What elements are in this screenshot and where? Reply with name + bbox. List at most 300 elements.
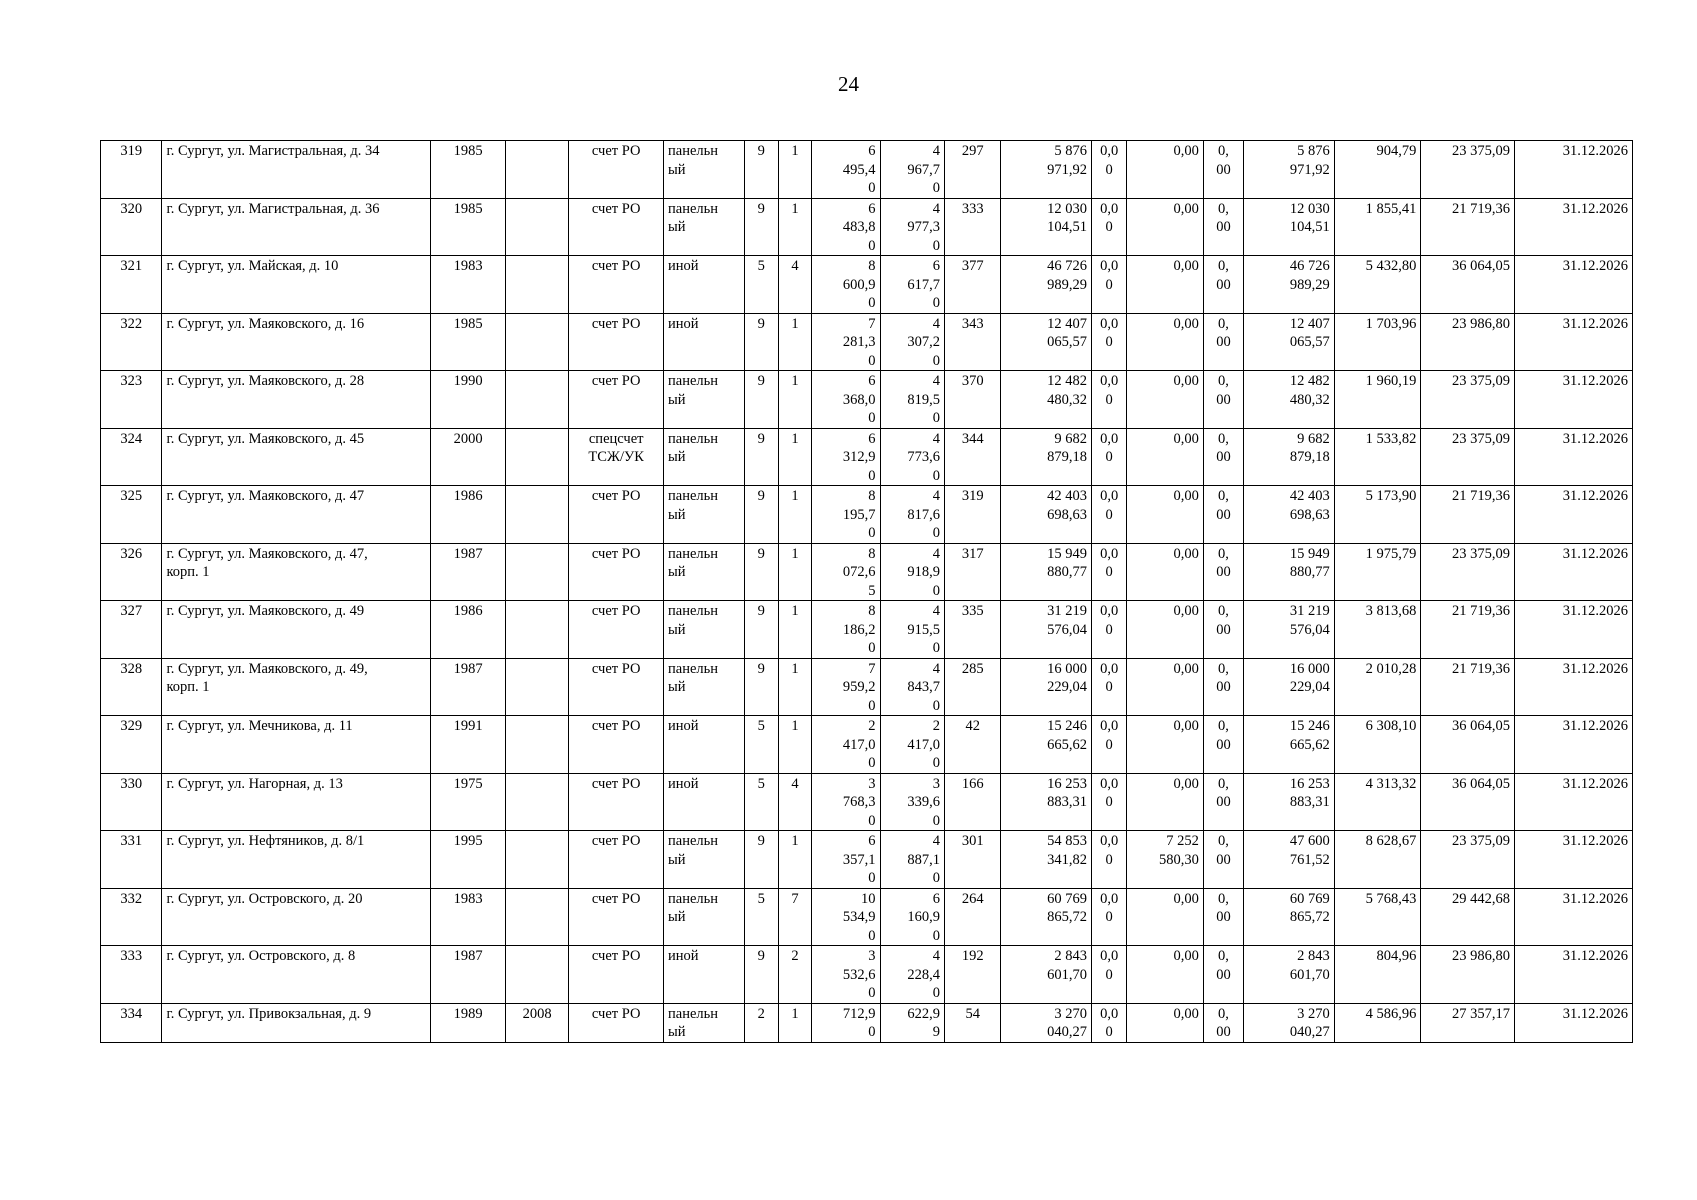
cell-cost-owners: 42 403 698,63	[1244, 486, 1335, 544]
cell-build-year: 1987	[431, 543, 506, 601]
cell-reconstruction-year	[505, 543, 568, 601]
cell-entrances: 1	[778, 313, 811, 371]
cell-floors: 9	[744, 141, 778, 199]
cell-total-cost: 2 843 601,70	[1001, 946, 1092, 1004]
cell-floors: 9	[744, 313, 778, 371]
cell-address: г. Сургут, ул. Нагорная, д. 13	[162, 773, 431, 831]
cell-build-year: 1991	[431, 716, 506, 774]
cell-cost-regional: 0,00	[1127, 141, 1204, 199]
cell-floors: 9	[744, 543, 778, 601]
cell-residential-area: 4 773,6 0	[880, 428, 944, 486]
cell-row-number: 329	[101, 716, 162, 774]
cell-row-number: 322	[101, 313, 162, 371]
cell-cost-regional: 0,00	[1127, 658, 1204, 716]
cell-residents-count: 285	[945, 658, 1001, 716]
cell-reconstruction-year: 2008	[505, 1003, 568, 1042]
cell-address: г. Сургут, ул. Островского, д. 8	[162, 946, 431, 1004]
cell-floors: 9	[744, 198, 778, 256]
cell-cost-municipal: 0, 00	[1203, 428, 1243, 486]
cell-address: г. Сургут, ул. Островского, д. 20	[162, 888, 431, 946]
cell-cost-regional: 0,00	[1127, 198, 1204, 256]
cell-total-cost: 5 876 971,92	[1001, 141, 1092, 199]
cell-build-year: 1985	[431, 198, 506, 256]
table-row	[101, 313, 1633, 371]
cell-residents-count: 264	[945, 888, 1001, 946]
cell-fund-account: счет РО	[569, 1003, 664, 1042]
cell-fund-account: счет РО	[569, 716, 664, 774]
cell-reconstruction-year	[505, 428, 568, 486]
cell-cost-federal: 0,0 0	[1092, 198, 1127, 256]
cell-row-number: 321	[101, 256, 162, 314]
cell-residents-count: 343	[945, 313, 1001, 371]
page-number: 24	[838, 72, 859, 96]
cell-build-year: 2000	[431, 428, 506, 486]
cell-specific-cost: 3 813,68	[1334, 601, 1421, 659]
cell-specific-cost: 8 628,67	[1334, 831, 1421, 889]
table-row	[101, 141, 1633, 199]
cell-entrances: 1	[778, 198, 811, 256]
cell-entrances: 1	[778, 658, 811, 716]
cell-fund-account: счет РО	[569, 773, 664, 831]
cell-total-area: 712,9 0	[812, 1003, 880, 1042]
cell-build-year: 1987	[431, 946, 506, 1004]
cell-total-cost: 54 853 341,82	[1001, 831, 1092, 889]
cell-address: г. Сургут, ул. Маяковского, д. 49, корп. 1	[162, 658, 431, 716]
cell-fund-account: счет РО	[569, 198, 664, 256]
cell-cost-municipal: 0, 00	[1203, 716, 1243, 774]
cell-row-number: 319	[101, 141, 162, 199]
cell-cost-municipal: 0, 00	[1203, 888, 1243, 946]
cell-entrances: 1	[778, 601, 811, 659]
cell-residential-area: 4 915,5 0	[880, 601, 944, 659]
housing-registry-table	[100, 140, 1633, 1043]
cell-build-year: 1990	[431, 371, 506, 429]
cell-total-area: 6 312,9 0	[812, 428, 880, 486]
cell-row-number: 328	[101, 658, 162, 716]
cell-build-year: 1995	[431, 831, 506, 889]
table-row	[101, 371, 1633, 429]
cell-residential-area: 2 417,0 0	[880, 716, 944, 774]
cell-floors: 9	[744, 658, 778, 716]
cell-planned-date: 31.12.2026	[1515, 256, 1633, 314]
cell-address: г. Сургут, ул. Маяковского, д. 47	[162, 486, 431, 544]
cell-max-cost: 36 064,05	[1421, 716, 1515, 774]
cell-max-cost: 23 375,09	[1421, 428, 1515, 486]
cell-planned-date: 31.12.2026	[1515, 543, 1633, 601]
cell-build-year: 1986	[431, 486, 506, 544]
cell-cost-municipal: 0, 00	[1203, 658, 1243, 716]
cell-max-cost: 23 986,80	[1421, 313, 1515, 371]
cell-cost-owners: 47 600 761,52	[1244, 831, 1335, 889]
cell-residents-count: 54	[945, 1003, 1001, 1042]
cell-cost-federal: 0,0 0	[1092, 141, 1127, 199]
cell-specific-cost: 904,79	[1334, 141, 1421, 199]
cell-cost-owners: 5 876 971,92	[1244, 141, 1335, 199]
cell-floors: 9	[744, 428, 778, 486]
cell-cost-owners: 46 726 989,29	[1244, 256, 1335, 314]
cell-cost-municipal: 0, 00	[1203, 198, 1243, 256]
cell-floors: 9	[744, 831, 778, 889]
cell-planned-date: 31.12.2026	[1515, 371, 1633, 429]
cell-cost-regional: 0,00	[1127, 888, 1204, 946]
cell-total-cost: 15 949 880,77	[1001, 543, 1092, 601]
cell-specific-cost: 1 703,96	[1334, 313, 1421, 371]
cell-fund-account: счет РО	[569, 946, 664, 1004]
cell-cost-municipal: 0, 00	[1203, 946, 1243, 1004]
cell-cost-regional: 0,00	[1127, 1003, 1204, 1042]
cell-cost-municipal: 0, 00	[1203, 543, 1243, 601]
cell-cost-federal: 0,0 0	[1092, 946, 1127, 1004]
cell-total-cost: 60 769 865,72	[1001, 888, 1092, 946]
cell-build-year: 1983	[431, 256, 506, 314]
cell-cost-owners: 15 246 665,62	[1244, 716, 1335, 774]
cell-total-area: 10 534,9 0	[812, 888, 880, 946]
cell-row-number: 332	[101, 888, 162, 946]
cell-cost-municipal: 0, 00	[1203, 486, 1243, 544]
cell-residents-count: 344	[945, 428, 1001, 486]
cell-floors: 5	[744, 773, 778, 831]
cell-fund-account: счет РО	[569, 371, 664, 429]
cell-cost-federal: 0,0 0	[1092, 658, 1127, 716]
cell-residents-count: 42	[945, 716, 1001, 774]
cell-planned-date: 31.12.2026	[1515, 313, 1633, 371]
cell-reconstruction-year	[505, 658, 568, 716]
cell-wall-material: иной	[664, 946, 745, 1004]
cell-residential-area: 6 617,7 0	[880, 256, 944, 314]
cell-specific-cost: 5 768,43	[1334, 888, 1421, 946]
cell-residential-area: 4 843,7 0	[880, 658, 944, 716]
cell-wall-material: панельн ый	[664, 198, 745, 256]
cell-address: г. Сургут, ул. Магистральная, д. 36	[162, 198, 431, 256]
cell-total-cost: 12 407 065,57	[1001, 313, 1092, 371]
cell-specific-cost: 4 586,96	[1334, 1003, 1421, 1042]
cell-max-cost: 36 064,05	[1421, 256, 1515, 314]
cell-wall-material: панельн ый	[664, 658, 745, 716]
cell-wall-material: панельн ый	[664, 428, 745, 486]
cell-specific-cost: 804,96	[1334, 946, 1421, 1004]
cell-max-cost: 27 357,17	[1421, 1003, 1515, 1042]
cell-cost-federal: 0,0 0	[1092, 543, 1127, 601]
cell-fund-account: счет РО	[569, 888, 664, 946]
cell-entrances: 4	[778, 256, 811, 314]
cell-residents-count: 192	[945, 946, 1001, 1004]
table-row	[101, 543, 1633, 601]
cell-planned-date: 31.12.2026	[1515, 198, 1633, 256]
cell-specific-cost: 1 975,79	[1334, 543, 1421, 601]
cell-cost-regional: 0,00	[1127, 601, 1204, 659]
cell-address: г. Сургут, ул. Маяковского, д. 45	[162, 428, 431, 486]
cell-wall-material: иной	[664, 773, 745, 831]
cell-specific-cost: 4 313,32	[1334, 773, 1421, 831]
cell-row-number: 331	[101, 831, 162, 889]
cell-fund-account: счет РО	[569, 658, 664, 716]
cell-total-area: 8 186,2 0	[812, 601, 880, 659]
cell-fund-account: счет РО	[569, 543, 664, 601]
cell-build-year: 1985	[431, 141, 506, 199]
cell-total-area: 3 532,6 0	[812, 946, 880, 1004]
cell-max-cost: 23 375,09	[1421, 371, 1515, 429]
cell-build-year: 1975	[431, 773, 506, 831]
cell-floors: 2	[744, 1003, 778, 1042]
cell-cost-regional: 0,00	[1127, 256, 1204, 314]
cell-address: г. Сургут, ул. Маяковского, д. 28	[162, 371, 431, 429]
cell-reconstruction-year	[505, 141, 568, 199]
cell-reconstruction-year	[505, 313, 568, 371]
cell-reconstruction-year	[505, 371, 568, 429]
cell-build-year: 1989	[431, 1003, 506, 1042]
cell-build-year: 1986	[431, 601, 506, 659]
cell-planned-date: 31.12.2026	[1515, 601, 1633, 659]
cell-planned-date: 31.12.2026	[1515, 486, 1633, 544]
cell-max-cost: 23 375,09	[1421, 831, 1515, 889]
cell-total-area: 8 072,6 5	[812, 543, 880, 601]
cell-total-cost: 46 726 989,29	[1001, 256, 1092, 314]
cell-cost-owners: 31 219 576,04	[1244, 601, 1335, 659]
table-row	[101, 658, 1633, 716]
cell-reconstruction-year	[505, 888, 568, 946]
cell-reconstruction-year	[505, 601, 568, 659]
cell-row-number: 324	[101, 428, 162, 486]
cell-total-area: 7 281,3 0	[812, 313, 880, 371]
cell-wall-material: панельн ый	[664, 1003, 745, 1042]
cell-max-cost: 21 719,36	[1421, 658, 1515, 716]
cell-residents-count: 370	[945, 371, 1001, 429]
cell-cost-federal: 0,0 0	[1092, 428, 1127, 486]
cell-cost-owners: 3 270 040,27	[1244, 1003, 1335, 1042]
cell-planned-date: 31.12.2026	[1515, 831, 1633, 889]
cell-total-area: 8 195,7 0	[812, 486, 880, 544]
cell-cost-municipal: 0, 00	[1203, 1003, 1243, 1042]
cell-cost-regional: 0,00	[1127, 946, 1204, 1004]
cell-entrances: 1	[778, 486, 811, 544]
cell-cost-municipal: 0, 00	[1203, 256, 1243, 314]
cell-max-cost: 23 375,09	[1421, 141, 1515, 199]
cell-residential-area: 4 817,6 0	[880, 486, 944, 544]
cell-max-cost: 36 064,05	[1421, 773, 1515, 831]
cell-wall-material: иной	[664, 313, 745, 371]
cell-cost-municipal: 0, 00	[1203, 773, 1243, 831]
cell-entrances: 1	[778, 543, 811, 601]
cell-address: г. Сургут, ул. Привокзальная, д. 9	[162, 1003, 431, 1042]
cell-total-area: 6 368,0 0	[812, 371, 880, 429]
cell-cost-owners: 12 030 104,51	[1244, 198, 1335, 256]
cell-cost-federal: 0,0 0	[1092, 601, 1127, 659]
cell-max-cost: 29 442,68	[1421, 888, 1515, 946]
cell-floors: 5	[744, 716, 778, 774]
cell-specific-cost: 5 173,90	[1334, 486, 1421, 544]
cell-cost-owners: 16 000 229,04	[1244, 658, 1335, 716]
cell-specific-cost: 1 960,19	[1334, 371, 1421, 429]
cell-planned-date: 31.12.2026	[1515, 141, 1633, 199]
cell-residents-count: 335	[945, 601, 1001, 659]
cell-residents-count: 377	[945, 256, 1001, 314]
cell-residential-area: 6 160,9 0	[880, 888, 944, 946]
cell-floors: 9	[744, 486, 778, 544]
cell-residents-count: 317	[945, 543, 1001, 601]
cell-residents-count: 301	[945, 831, 1001, 889]
cell-total-cost: 42 403 698,63	[1001, 486, 1092, 544]
cell-entrances: 1	[778, 716, 811, 774]
cell-address: г. Сургут, ул. Маяковского, д. 47, корп. 1	[162, 543, 431, 601]
cell-residential-area: 4 977,3 0	[880, 198, 944, 256]
cell-row-number: 325	[101, 486, 162, 544]
cell-entrances: 2	[778, 946, 811, 1004]
cell-reconstruction-year	[505, 256, 568, 314]
cell-cost-owners: 12 482 480,32	[1244, 371, 1335, 429]
table-row	[101, 198, 1633, 256]
cell-cost-regional: 0,00	[1127, 313, 1204, 371]
cell-wall-material: панельн ый	[664, 141, 745, 199]
cell-cost-federal: 0,0 0	[1092, 716, 1127, 774]
cell-cost-federal: 0,0 0	[1092, 486, 1127, 544]
table-row	[101, 1003, 1633, 1042]
cell-entrances: 1	[778, 1003, 811, 1042]
cell-address: г. Сургут, ул. Маяковского, д. 16	[162, 313, 431, 371]
table-row	[101, 428, 1633, 486]
cell-reconstruction-year	[505, 946, 568, 1004]
cell-row-number: 333	[101, 946, 162, 1004]
cell-entrances: 7	[778, 888, 811, 946]
cell-floors: 5	[744, 256, 778, 314]
cell-residential-area: 3 339,6 0	[880, 773, 944, 831]
table-row	[101, 486, 1633, 544]
cell-entrances: 1	[778, 371, 811, 429]
cell-cost-owners: 2 843 601,70	[1244, 946, 1335, 1004]
table-row	[101, 773, 1633, 831]
cell-cost-regional: 0,00	[1127, 486, 1204, 544]
cell-total-area: 3 768,3 0	[812, 773, 880, 831]
cell-cost-owners: 60 769 865,72	[1244, 888, 1335, 946]
cell-specific-cost: 1 533,82	[1334, 428, 1421, 486]
cell-wall-material: панельн ый	[664, 888, 745, 946]
cell-address: г. Сургут, ул. Майская, д. 10	[162, 256, 431, 314]
cell-row-number: 330	[101, 773, 162, 831]
cell-specific-cost: 6 308,10	[1334, 716, 1421, 774]
cell-wall-material: панельн ый	[664, 601, 745, 659]
cell-total-area: 6 357,1 0	[812, 831, 880, 889]
cell-cost-owners: 15 949 880,77	[1244, 543, 1335, 601]
cell-cost-regional: 0,00	[1127, 716, 1204, 774]
table-row	[101, 256, 1633, 314]
cell-cost-federal: 0,0 0	[1092, 1003, 1127, 1042]
cell-fund-account: счет РО	[569, 831, 664, 889]
cell-total-cost: 12 030 104,51	[1001, 198, 1092, 256]
table-row	[101, 831, 1633, 889]
cell-cost-municipal: 0, 00	[1203, 141, 1243, 199]
cell-reconstruction-year	[505, 198, 568, 256]
cell-entrances: 1	[778, 831, 811, 889]
cell-cost-federal: 0,0 0	[1092, 313, 1127, 371]
cell-specific-cost: 1 855,41	[1334, 198, 1421, 256]
cell-specific-cost: 5 432,80	[1334, 256, 1421, 314]
cell-max-cost: 23 986,80	[1421, 946, 1515, 1004]
cell-planned-date: 31.12.2026	[1515, 1003, 1633, 1042]
cell-residents-count: 319	[945, 486, 1001, 544]
cell-total-cost: 31 219 576,04	[1001, 601, 1092, 659]
cell-residents-count: 297	[945, 141, 1001, 199]
cell-planned-date: 31.12.2026	[1515, 888, 1633, 946]
cell-planned-date: 31.12.2026	[1515, 716, 1633, 774]
table-row	[101, 888, 1633, 946]
cell-residential-area: 4 887,1 0	[880, 831, 944, 889]
cell-floors: 9	[744, 946, 778, 1004]
cell-total-area: 6 495,4 0	[812, 141, 880, 199]
cell-address: г. Сургут, ул. Маяковского, д. 49	[162, 601, 431, 659]
cell-fund-account: счет РО	[569, 486, 664, 544]
cell-wall-material: иной	[664, 716, 745, 774]
cell-cost-owners: 16 253 883,31	[1244, 773, 1335, 831]
cell-total-cost: 12 482 480,32	[1001, 371, 1092, 429]
cell-max-cost: 21 719,36	[1421, 601, 1515, 659]
cell-residential-area: 622,9 9	[880, 1003, 944, 1042]
cell-total-cost: 16 000 229,04	[1001, 658, 1092, 716]
cell-planned-date: 31.12.2026	[1515, 946, 1633, 1004]
cell-cost-regional: 0,00	[1127, 773, 1204, 831]
cell-build-year: 1983	[431, 888, 506, 946]
cell-total-area: 6 483,8 0	[812, 198, 880, 256]
cell-cost-federal: 0,0 0	[1092, 371, 1127, 429]
cell-residential-area: 4 819,5 0	[880, 371, 944, 429]
cell-total-cost: 15 246 665,62	[1001, 716, 1092, 774]
cell-total-cost: 3 270 040,27	[1001, 1003, 1092, 1042]
cell-cost-regional: 0,00	[1127, 543, 1204, 601]
cell-row-number: 323	[101, 371, 162, 429]
cell-residential-area: 4 228,4 0	[880, 946, 944, 1004]
cell-fund-account: счет РО	[569, 313, 664, 371]
table-row	[101, 946, 1633, 1004]
cell-cost-regional: 0,00	[1127, 371, 1204, 429]
cell-total-cost: 9 682 879,18	[1001, 428, 1092, 486]
cell-reconstruction-year	[505, 486, 568, 544]
cell-wall-material: панельн ый	[664, 486, 745, 544]
cell-residential-area: 4 307,2 0	[880, 313, 944, 371]
cell-build-year: 1985	[431, 313, 506, 371]
cell-cost-federal: 0,0 0	[1092, 256, 1127, 314]
cell-entrances: 1	[778, 141, 811, 199]
cell-fund-account: счет РО	[569, 601, 664, 659]
registry-body	[101, 141, 1633, 1043]
cell-residential-area: 4 918,9 0	[880, 543, 944, 601]
cell-row-number: 326	[101, 543, 162, 601]
cell-planned-date: 31.12.2026	[1515, 658, 1633, 716]
cell-residents-count: 333	[945, 198, 1001, 256]
cell-residents-count: 166	[945, 773, 1001, 831]
cell-total-cost: 16 253 883,31	[1001, 773, 1092, 831]
table-row	[101, 716, 1633, 774]
cell-max-cost: 23 375,09	[1421, 543, 1515, 601]
cell-total-area: 8 600,9 0	[812, 256, 880, 314]
cell-cost-regional: 0,00	[1127, 428, 1204, 486]
cell-build-year: 1987	[431, 658, 506, 716]
cell-max-cost: 21 719,36	[1421, 198, 1515, 256]
cell-planned-date: 31.12.2026	[1515, 428, 1633, 486]
cell-entrances: 4	[778, 773, 811, 831]
cell-cost-regional: 7 252 580,30	[1127, 831, 1204, 889]
cell-wall-material: панельн ый	[664, 543, 745, 601]
cell-cost-federal: 0,0 0	[1092, 773, 1127, 831]
cell-fund-account: спецсчет ТСЖ/УК	[569, 428, 664, 486]
cell-total-area: 2 417,0 0	[812, 716, 880, 774]
table-row	[101, 601, 1633, 659]
cell-entrances: 1	[778, 428, 811, 486]
cell-cost-owners: 9 682 879,18	[1244, 428, 1335, 486]
cell-cost-municipal: 0, 00	[1203, 831, 1243, 889]
cell-floors: 9	[744, 601, 778, 659]
cell-floors: 9	[744, 371, 778, 429]
cell-cost-municipal: 0, 00	[1203, 371, 1243, 429]
cell-reconstruction-year	[505, 831, 568, 889]
cell-cost-federal: 0,0 0	[1092, 831, 1127, 889]
